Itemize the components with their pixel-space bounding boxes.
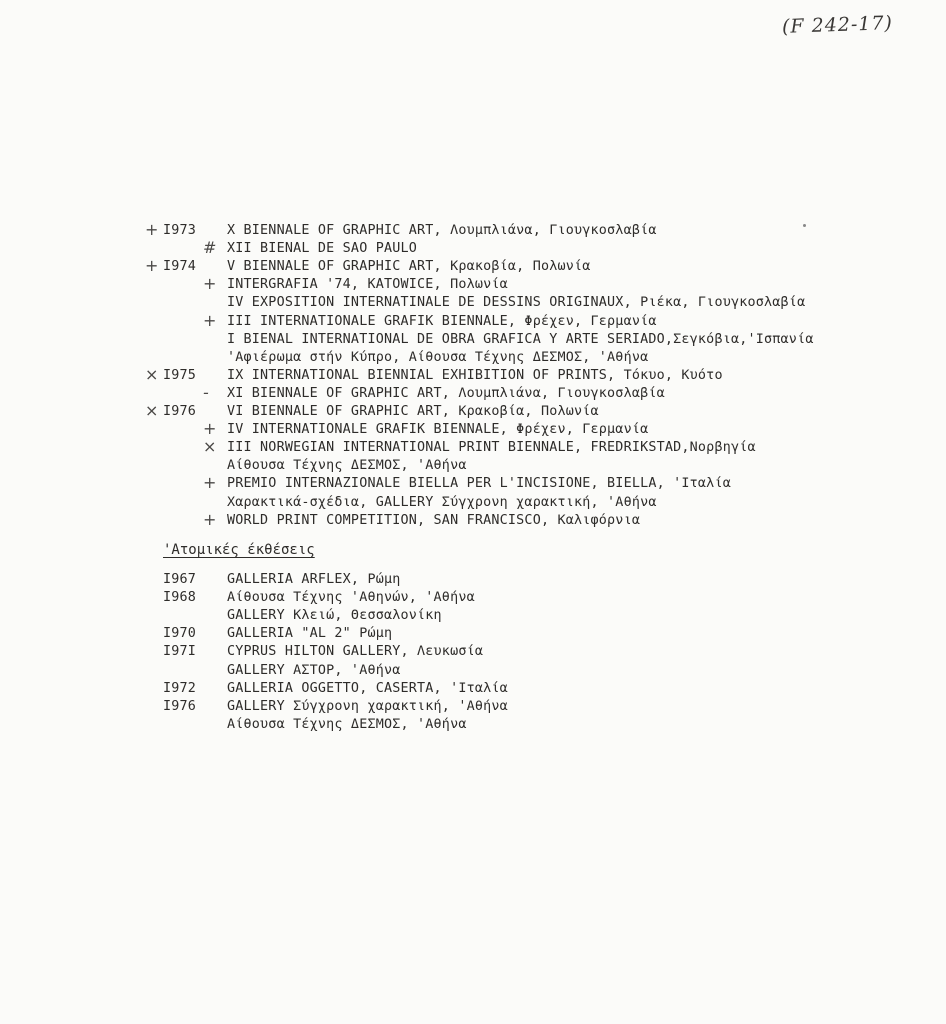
exhibition-entry [0,258,946,276]
solo-exhibitions-heading: 'Ατομικές έκθέσεις [163,542,315,558]
handwritten-check-mark: + [203,473,217,493]
handwritten-check-mark: + [203,310,217,330]
exhibition-text: IX INTERNATIONAL BIENNIAL EXHIBITION OF PRINTS, Τόκυο, Κυότο [227,367,723,383]
handwritten-check-mark: × [145,364,159,384]
exhibition-text: Αίθουσα Τέχνης ΔΕΣΜΟΣ, 'Αθήνα [227,716,467,732]
exhibition-entry [0,494,946,512]
exhibition-text: III INTERNATIONALE GRAFIK BIENNALE, Φρέχεν, Γερμανία [227,313,657,329]
exhibition-entry [0,509,946,530]
handwritten-check-mark: + [203,274,217,294]
handwritten-check-mark: × [145,401,159,420]
exhibition-entry [0,643,946,661]
exhibition-entry [0,716,946,734]
exhibition-entry [0,222,946,240]
exhibition-entry [0,662,946,680]
exhibition-entry [0,310,946,331]
exhibition-entry [0,625,946,643]
exhibition-text: V BIENNALE OF GRAPHIC ART, Κρακοβία, Πολωνία [227,259,591,275]
exhibition-entry [0,240,946,258]
exhibition-entry [0,364,946,385]
exhibition-text: CYPRUS HILTON GALLERY, Λευκωσία [227,644,484,660]
exhibition-text: WORLD PRINT COMPETITION, SAN FRANCISCO, Καλιφόρνια [227,512,641,528]
exhibition-entry [0,589,946,607]
exhibition-year: I972 [163,680,197,696]
exhibition-entry [0,421,946,439]
exhibition-year: I97I [163,644,197,660]
handwritten-check-mark: + [203,509,217,529]
exhibition-entry [0,331,946,349]
exhibition-text: Αίθουσα Τέχνης ΔΕΣΜΟΣ, 'Αθήνα [227,458,467,474]
exhibition-text: GALLERIA OGGETTO, CASERTA, 'Ιταλία [227,680,508,696]
handwritten-check-mark: + [203,419,217,439]
exhibition-text: GALLERIA "AL 2" Ρώμη [227,626,393,642]
exhibition-entry [0,403,946,421]
exhibition-entry [0,680,946,698]
exhibition-text: Αίθουσα Τέχνης 'Αθηνών, 'Αθήνα [227,590,475,606]
handwritten-check-mark: + [145,220,159,239]
exhibition-entry [0,571,946,589]
exhibition-year: I976 [163,404,197,419]
exhibition-entry [0,294,946,312]
exhibition-year: I976 [163,698,197,714]
exhibition-year: I975 [163,367,197,383]
exhibition-entry [0,457,946,475]
exhibition-entry [0,698,946,716]
exhibition-entry [0,439,946,457]
exhibition-text: INTERGRAFIA '74, KATOWICE, Πολωνία [227,277,508,293]
exhibition-year: I974 [163,259,197,275]
exhibition-text: XI BIENNALE OF GRAPHIC ART, Λουμπλιάνα, Γιουγκοσλαβία [227,385,665,401]
exhibition-text: PREMIO INTERNAZIONALE BIELLA PER L'INCISIONE, BIELLA, 'Ιταλία [227,476,731,492]
exhibition-text: XII BIENAL DE SAO PAULO [227,241,418,257]
exhibition-text: IV INTERNATIONALE GRAFIK BIENNALE, Φρέχεν, Γερμανία [227,422,649,438]
exhibition-text: IV EXPOSITION INTERNATINALE DE DESSINS ORIGINAUX, Ριέκα, Γιουγκοσλαβία [227,295,806,311]
handwritten-check-mark: # [203,238,217,258]
handwritten-check-mark: + [145,256,159,276]
exhibition-text: I BIENAL INTERNATIONAL DE OBRA GRAFICA Y ARTE SERIADO,Σεγκόβια,'Ισπανία [227,331,814,347]
exhibition-text: VI BIENNALE OF GRAPHIC ART, Κρακοβία, Πολωνία [227,404,599,419]
exhibition-year: I967 [163,572,197,587]
exhibition-entry [0,276,946,294]
exhibition-text: Χαρακτικά-σχέδια, GALLERY Σύγχρονη χαρακτική, 'Αθήνα [227,494,657,510]
exhibition-entry [0,382,946,403]
exhibition-text: X BIENNALE OF GRAPHIC ART, Λουμπλιάνα, Γιουγκοσλαβία [227,223,657,238]
exhibition-text: GALLERIA ARFLEX, Ρώμη [227,572,401,587]
exhibition-year: I973 [163,223,197,238]
exhibition-text: III NORWEGIAN INTERNATIONAL PRINT BIENNALE, FREDRIKSTAD,Νορβηγία [227,440,756,456]
exhibition-year: I968 [163,590,197,606]
exhibition-year: I970 [163,626,197,642]
handwritten-reference-note: (F 242-17) [781,12,894,38]
exhibition-text: GALLERY ΑΣΤΟΡ, 'Αθήνα [227,662,401,678]
exhibition-entry [0,607,946,625]
exhibition-text: GALLERY Κλειώ, Θεσσαλονίκη [227,608,442,624]
exhibition-entry [0,349,946,367]
exhibition-entry [0,475,946,493]
handwritten-check-mark: × [203,437,217,457]
exhibition-text: 'Αφιέρωμα στήν Κύπρο, Αίθουσα Τέχνης ΔΕΣΜΟΣ, 'Αθήνα [227,349,649,365]
handwritten-check-mark: - [203,382,209,402]
exhibition-text: GALLERY Σύγχρονη χαρακτική, 'Αθήνα [227,698,508,714]
